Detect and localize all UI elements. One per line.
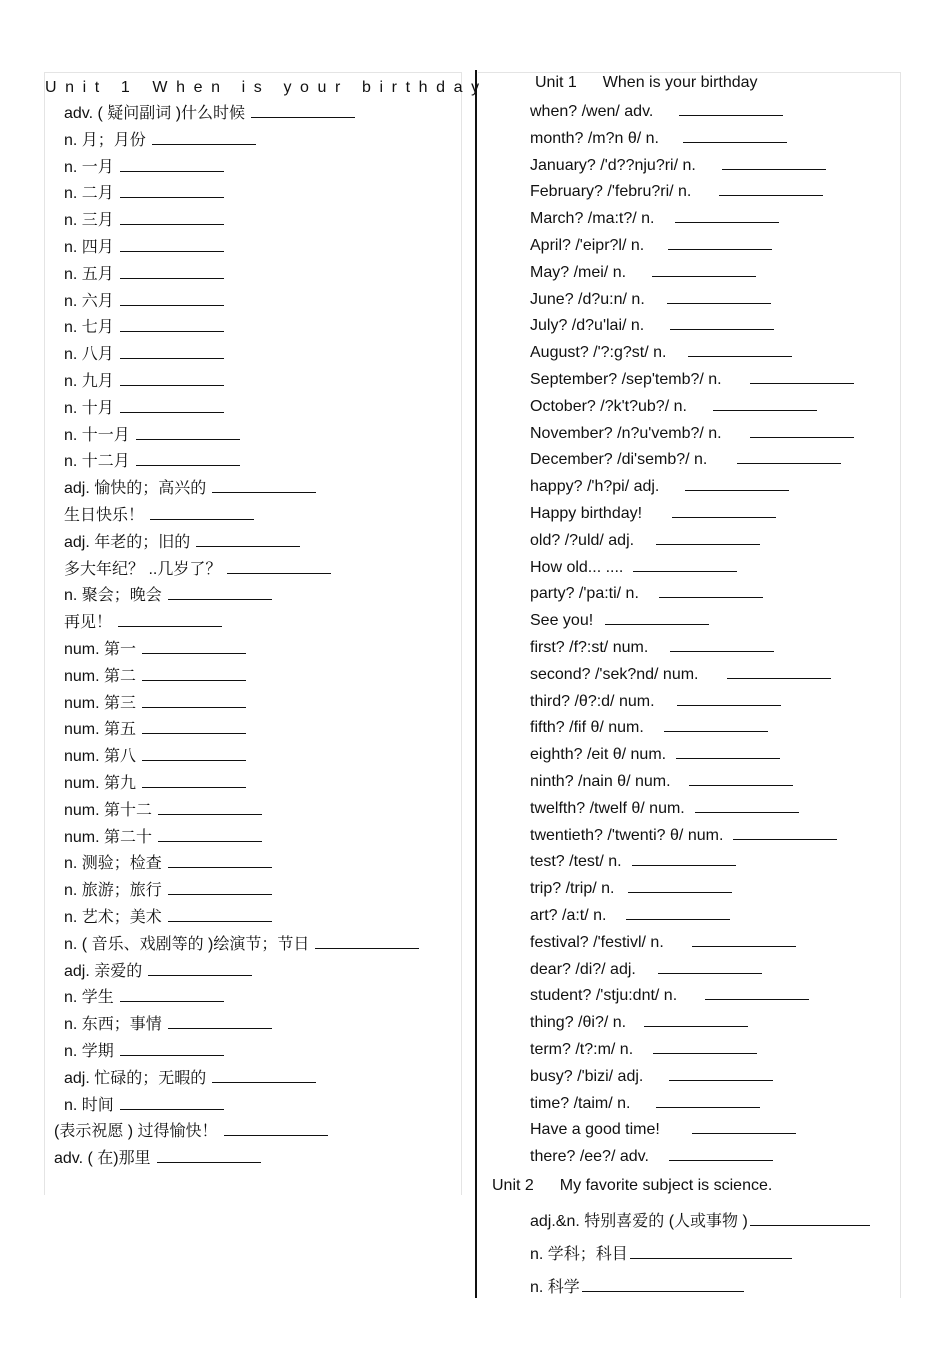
left-vocab-row xyxy=(64,693,246,714)
row-label: eighth? /eit θ/ num. xyxy=(530,746,667,764)
left-vocab-row xyxy=(64,291,224,312)
answer-blank[interactable] xyxy=(692,1119,796,1134)
answer-blank[interactable] xyxy=(705,985,809,1000)
right-vocab-row xyxy=(530,691,781,712)
row-label: n. 六月 xyxy=(64,292,114,310)
answer-blank[interactable] xyxy=(142,719,246,734)
row-label: December? /di'semb?/ n. xyxy=(530,451,708,469)
answer-blank[interactable] xyxy=(120,371,224,386)
row-label: art? /a:t/ n. xyxy=(530,907,607,924)
right-vocab-row xyxy=(530,771,793,792)
row-label: n. 月；月份 xyxy=(64,131,146,149)
left-vocab-row xyxy=(64,719,246,740)
row-label: n. 二月 xyxy=(64,185,114,203)
answer-blank[interactable] xyxy=(630,1244,792,1259)
right-vocab-row xyxy=(530,985,809,1006)
right-vocab-row xyxy=(530,503,776,524)
answer-blank[interactable] xyxy=(152,130,256,145)
answer-blank[interactable] xyxy=(652,262,756,277)
left-vocab-row xyxy=(64,1068,316,1089)
row-label: old? /?uld/ adj. xyxy=(530,531,635,549)
answer-blank[interactable] xyxy=(750,369,854,384)
row-label: busy? /'bizi/ adj. xyxy=(530,1067,644,1085)
answer-blank[interactable] xyxy=(695,798,799,813)
left-vocab-row xyxy=(64,907,272,928)
row-label: n. 东西；事情 xyxy=(64,1016,162,1034)
row-label: trip? /trip/ n. xyxy=(530,880,615,898)
answer-blank[interactable] xyxy=(168,1014,272,1029)
left-vocab-row xyxy=(64,478,316,499)
left-vocab-row xyxy=(64,371,224,392)
answer-blank[interactable] xyxy=(196,532,300,547)
answer-blank[interactable] xyxy=(675,208,779,223)
row-label: Have a good time! xyxy=(530,1121,660,1139)
left-unit-title xyxy=(45,79,488,97)
answer-blank[interactable] xyxy=(251,103,355,118)
left-vocab-row xyxy=(64,1041,224,1062)
answer-blank[interactable] xyxy=(120,237,224,252)
left-vocab-row xyxy=(64,103,355,124)
row-label: n. 时间 xyxy=(64,1096,114,1114)
right-vocab-row xyxy=(530,878,732,899)
row-label: num. 第八 xyxy=(64,748,137,766)
row-label: January? /'d??nju?ri/ n. xyxy=(530,156,696,174)
answer-blank[interactable] xyxy=(212,1068,316,1083)
right-vocab-row xyxy=(530,449,841,470)
left-vocab-row xyxy=(64,1014,272,1035)
row-label: September? /sep'temb?/ n. xyxy=(530,371,722,388)
answer-blank[interactable] xyxy=(120,317,224,332)
right-vocab-row xyxy=(530,905,730,926)
left-column-chinese xyxy=(44,72,488,1195)
answer-blank[interactable] xyxy=(168,880,272,895)
row-label: April? /'eipr?l/ n. xyxy=(530,237,645,254)
column-divider xyxy=(475,70,477,1298)
row-label: November? /n?u'vemb?/ n. xyxy=(530,424,722,442)
row-label: 多大年纪？ ..几岁了？ xyxy=(64,560,222,578)
row-label: n. 十二月 xyxy=(64,453,130,471)
row-label: when? /wen/ adv. xyxy=(530,103,654,120)
right-vocab-row xyxy=(530,155,826,176)
answer-blank[interactable] xyxy=(633,557,737,572)
answer-blank[interactable] xyxy=(120,987,224,1002)
row-label: n. 四月 xyxy=(64,239,114,256)
answer-blank[interactable] xyxy=(727,664,831,679)
right-vocab-row xyxy=(530,208,779,229)
answer-blank[interactable] xyxy=(664,717,768,732)
answer-blank[interactable] xyxy=(719,181,823,196)
answer-blank[interactable] xyxy=(136,425,240,440)
left-vocab-row xyxy=(54,1148,261,1169)
right-vocab-row xyxy=(530,825,837,846)
row-label: n. 艺术；美术 xyxy=(64,909,162,926)
right-vocab-row xyxy=(530,932,796,953)
answer-blank[interactable] xyxy=(656,1093,760,1108)
right-vocab-row xyxy=(530,101,783,122)
left-vocab-row xyxy=(64,746,246,767)
answer-blank[interactable] xyxy=(168,907,272,922)
left-vocab-row xyxy=(64,934,419,955)
row-label: See you! xyxy=(530,612,594,630)
answer-blank[interactable] xyxy=(670,637,774,652)
answer-blank[interactable] xyxy=(689,771,793,786)
answer-blank[interactable] xyxy=(142,746,246,761)
answer-blank[interactable] xyxy=(136,451,240,466)
row-label: n. 旅游；旅行 xyxy=(64,882,162,900)
left-vocab-row xyxy=(54,1121,328,1142)
row-label: n. 一月 xyxy=(64,158,114,176)
left-vocab-row xyxy=(64,425,240,446)
answer-blank[interactable] xyxy=(148,961,252,976)
right-vocab-row xyxy=(530,1146,773,1167)
left-vocab-row xyxy=(64,666,246,687)
row-label: student? /'stju:dnt/ n. xyxy=(530,987,678,1005)
right-vocab-row xyxy=(530,396,817,417)
answer-blank[interactable] xyxy=(669,1146,773,1161)
right-vocab-row xyxy=(530,423,854,444)
row-label: term? /t?:m/ n. xyxy=(530,1041,634,1058)
right-vocab-row xyxy=(530,342,792,363)
right-vocab-row xyxy=(530,1012,748,1033)
row-label: num. 第十二 xyxy=(64,801,153,819)
right-vocab-row xyxy=(530,1119,796,1140)
left-vocab-row xyxy=(64,264,224,285)
left-vocab-row xyxy=(64,639,246,660)
left-vocab-row xyxy=(64,987,224,1008)
right-vocab-row xyxy=(530,235,772,256)
left-vocab-row xyxy=(64,344,224,365)
row-label: fifth? /fif θ/ num. xyxy=(530,719,644,737)
row-label: July? /d?u'lai/ n. xyxy=(530,317,645,335)
row-label: February? /'febru?ri/ n. xyxy=(530,183,692,201)
row-label: twelfth? /twelf θ/ num. xyxy=(530,799,685,817)
answer-blank[interactable] xyxy=(644,1012,748,1027)
answer-blank[interactable] xyxy=(212,478,316,493)
left-vocab-row xyxy=(64,237,224,258)
left-vocab-row xyxy=(64,853,272,874)
answer-blank[interactable] xyxy=(120,183,224,198)
row-label: March? /ma:t?/ n. xyxy=(530,210,655,228)
row-label: adj. 愉快的；高兴的 xyxy=(64,480,207,498)
row-label: n. 三月 xyxy=(64,212,114,230)
left-vocab-row xyxy=(64,130,256,151)
answer-blank[interactable] xyxy=(722,155,826,170)
answer-blank[interactable] xyxy=(142,639,246,654)
row-label: June? /d?u:n/ n. xyxy=(530,290,645,308)
right-vocab-row xyxy=(530,476,789,497)
left-vocab-row xyxy=(64,559,331,580)
left-vocab-row xyxy=(64,612,222,633)
answer-blank[interactable] xyxy=(733,825,837,840)
row-label: n. 聚会；晚会 xyxy=(64,587,162,605)
left-vocab-row xyxy=(64,1095,224,1116)
answer-blank[interactable] xyxy=(120,291,224,306)
answer-blank[interactable] xyxy=(120,1095,224,1110)
answer-blank[interactable] xyxy=(118,612,222,627)
row-label: test? /test/ n. xyxy=(530,853,622,871)
answer-blank[interactable] xyxy=(315,934,419,949)
right-vocab-row xyxy=(530,959,762,980)
left-vocab-row xyxy=(64,210,224,231)
left-vocab-row xyxy=(64,532,300,553)
answer-blank[interactable] xyxy=(120,210,224,225)
row-label: How old... .... xyxy=(530,558,624,576)
answer-blank[interactable] xyxy=(692,932,796,947)
left-vocab-row xyxy=(64,800,262,821)
answer-blank[interactable] xyxy=(626,905,730,920)
row-label: October? /?k't?ub?/ n. xyxy=(530,397,687,415)
row-label: n. 十月 xyxy=(64,399,114,417)
row-label: first? /f?:st/ num. xyxy=(530,639,649,656)
answer-blank[interactable] xyxy=(750,423,854,438)
row-label: ninth? /nain θ/ num. xyxy=(530,773,671,790)
row-label: n. 测验；检查 xyxy=(64,855,162,873)
right-vocab-row xyxy=(530,1093,760,1114)
row-label: festival? /'festivl/ n. xyxy=(530,933,664,951)
row-label: n. 九月 xyxy=(64,373,114,390)
right-vocab-row xyxy=(530,530,760,551)
left-vocab-row xyxy=(64,961,252,982)
row-label: num. 第九 xyxy=(64,775,137,792)
row-label: thing? /θi?/ n. xyxy=(530,1014,627,1032)
left-unit-number: Unit 1 xyxy=(45,79,139,96)
right-unit-heading: When is your birthday xyxy=(602,74,758,91)
left-vocab-row xyxy=(64,398,224,419)
row-label: num. 第一 xyxy=(64,641,137,658)
right-vocab-row xyxy=(530,798,799,819)
right-vocab-row xyxy=(530,637,774,658)
answer-blank[interactable] xyxy=(677,691,781,706)
right-vocab-row xyxy=(530,851,736,872)
right-vocab-row xyxy=(530,1066,773,1087)
answer-blank[interactable] xyxy=(632,851,736,866)
row-label: num. 第二十 xyxy=(64,828,153,846)
answer-blank[interactable] xyxy=(224,1121,328,1136)
answer-blank[interactable] xyxy=(683,128,787,143)
answer-blank[interactable] xyxy=(669,1066,773,1081)
answer-blank[interactable] xyxy=(750,1211,870,1226)
row-label: twentieth? /'twenti? θ/ num. xyxy=(530,826,724,844)
right-vocab-row xyxy=(530,717,768,738)
answer-blank[interactable] xyxy=(227,559,331,574)
row-label: n. 科学 xyxy=(530,1279,580,1296)
answer-blank[interactable] xyxy=(120,264,224,279)
right-unit-number: Unit 1 xyxy=(535,74,577,91)
left-vocab-row xyxy=(64,880,272,901)
left-vocab-row xyxy=(64,317,224,338)
left-vocab-row xyxy=(64,505,254,526)
answer-blank[interactable] xyxy=(668,235,772,250)
row-label: third? /θ?:d/ num. xyxy=(530,692,655,710)
row-label: time? /taim/ n. xyxy=(530,1094,631,1112)
answer-blank[interactable] xyxy=(658,959,762,974)
row-label: 生日快乐！ xyxy=(64,507,145,524)
answer-blank[interactable] xyxy=(628,878,732,893)
row-label: n. 八月 xyxy=(64,346,114,364)
row-label: n. 五月 xyxy=(64,265,114,283)
row-label: num. 第五 xyxy=(64,721,137,739)
row-label: month? /m?n θ/ n. xyxy=(530,129,659,147)
answer-blank[interactable] xyxy=(120,1041,224,1056)
answer-blank[interactable] xyxy=(667,289,771,304)
left-vocab-row xyxy=(64,183,224,204)
right-vocab-row xyxy=(530,181,823,202)
unit2-vocab-row xyxy=(530,1244,792,1265)
row-label: n. ( 音乐、戏剧等的 )绘演节；节日 xyxy=(64,935,310,953)
right-vocab-row xyxy=(530,1039,757,1060)
row-label: May? /mei/ n. xyxy=(530,263,627,281)
answer-blank[interactable] xyxy=(653,1039,757,1054)
answer-blank[interactable] xyxy=(737,449,841,464)
row-label: party? /'pa:ti/ n. xyxy=(530,585,639,603)
row-label: happy? /'h?pi/ adj. xyxy=(530,478,660,496)
row-label: there? /ee?/ adv. xyxy=(530,1148,649,1166)
answer-blank[interactable] xyxy=(685,476,789,491)
answer-blank[interactable] xyxy=(168,585,272,600)
left-vocab-row xyxy=(64,585,272,606)
row-label: n. 学科；科目 xyxy=(530,1246,628,1263)
answer-blank[interactable] xyxy=(158,827,262,842)
right-vocab-row xyxy=(530,664,831,685)
answer-blank[interactable] xyxy=(150,505,254,520)
row-label: n. 七月 xyxy=(64,319,114,337)
answer-blank[interactable] xyxy=(679,101,783,116)
row-label: August? /'?:g?st/ n. xyxy=(530,344,667,362)
right-vocab-row xyxy=(530,128,787,149)
row-label: adv. ( 在)那里 xyxy=(54,1150,151,1168)
row-label: adj.&n. 特别喜爱的 (人或事物 ) xyxy=(530,1213,748,1230)
answer-blank[interactable] xyxy=(142,773,246,788)
answer-blank[interactable] xyxy=(120,398,224,413)
answer-blank[interactable] xyxy=(120,344,224,359)
row-label: n. 学生 xyxy=(64,989,114,1007)
answer-blank[interactable] xyxy=(157,1148,261,1163)
row-label: adj. 亲爱的 xyxy=(64,962,143,980)
answer-blank[interactable] xyxy=(158,800,262,815)
unit2-number: Unit 2 xyxy=(492,1177,534,1194)
unit2-title xyxy=(492,1177,772,1195)
right-vocab-row xyxy=(530,369,854,390)
answer-blank[interactable] xyxy=(676,744,780,759)
left-vocab-row xyxy=(64,773,246,794)
answer-blank[interactable] xyxy=(605,610,709,625)
answer-blank[interactable] xyxy=(168,853,272,868)
right-vocab-row xyxy=(530,610,709,631)
right-vocab-row xyxy=(530,262,756,283)
answer-blank[interactable] xyxy=(142,666,246,681)
right-vocab-row xyxy=(530,315,774,336)
unit2-vocab-row xyxy=(530,1211,870,1232)
answer-blank[interactable] xyxy=(713,396,817,411)
right-column-english xyxy=(478,72,901,1298)
row-label: dear? /di?/ adj. xyxy=(530,960,636,978)
answer-blank[interactable] xyxy=(120,157,224,172)
row-label: second? /'sek?nd/ num. xyxy=(530,665,699,683)
row-label: adj. 忙碌的；无暇的 xyxy=(64,1069,207,1087)
row-label: 再见！ xyxy=(64,614,113,632)
row-label: Happy birthday! xyxy=(530,505,643,522)
answer-blank[interactable] xyxy=(670,315,774,330)
answer-blank[interactable] xyxy=(656,530,760,545)
answer-blank[interactable] xyxy=(582,1277,744,1292)
row-label: adj. 年老的；旧的 xyxy=(64,533,191,551)
row-label: adv. ( 疑问副词 )什么时候 xyxy=(64,105,246,122)
answer-blank[interactable] xyxy=(659,583,763,598)
left-vocab-row xyxy=(64,451,240,472)
unit2-heading: My favorite subject is science. xyxy=(559,1177,773,1194)
left-unit-heading: When is your birthday xyxy=(152,79,488,96)
row-label: num. 第二 xyxy=(64,667,137,685)
left-vocab-row xyxy=(64,827,262,848)
answer-blank[interactable] xyxy=(142,693,246,708)
right-vocab-row xyxy=(530,583,763,604)
right-unit-title xyxy=(535,74,758,92)
right-vocab-row xyxy=(530,744,780,765)
answer-blank[interactable] xyxy=(688,342,792,357)
row-label: n. 学期 xyxy=(64,1043,114,1060)
answer-blank[interactable] xyxy=(672,503,776,518)
right-vocab-row xyxy=(530,557,737,578)
row-label: num. 第三 xyxy=(64,694,137,712)
row-label: (表示祝愿 ) 过得愉快！ xyxy=(54,1123,218,1141)
unit2-vocab-row xyxy=(530,1277,744,1298)
left-vocab-row xyxy=(64,157,224,178)
right-vocab-row xyxy=(530,289,771,310)
row-label: n. 十一月 xyxy=(64,426,130,444)
